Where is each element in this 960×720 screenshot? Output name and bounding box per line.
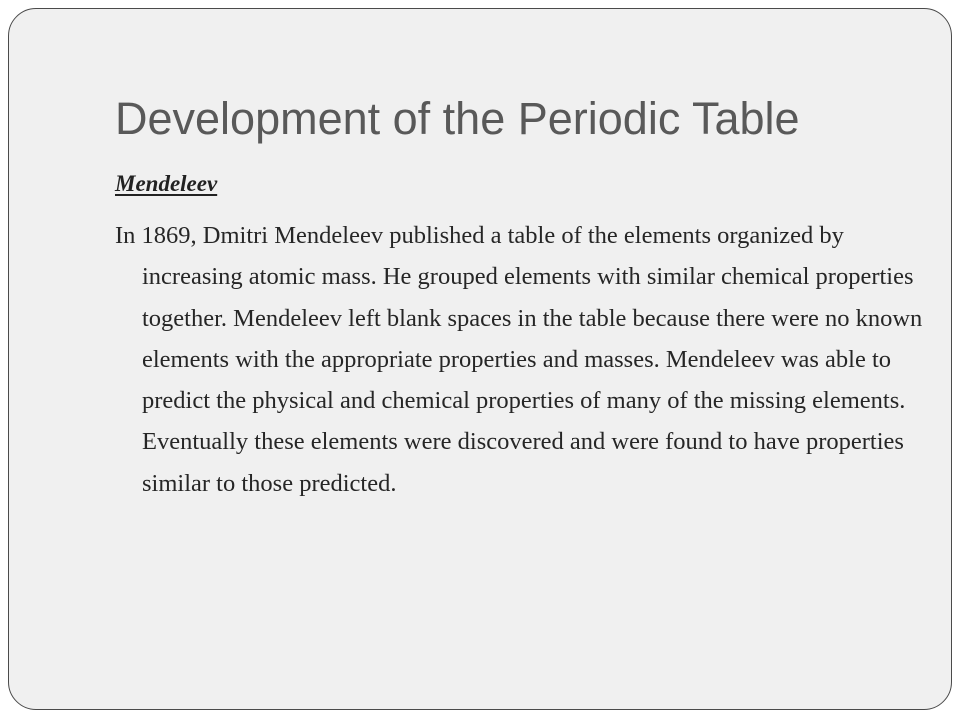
slide-frame bbox=[8, 8, 952, 710]
slide-title: Development of the Periodic Table bbox=[115, 93, 800, 144]
slide-body-text: In 1869, Dmitri Mendeleev published a table of the elements organized by increasing atomic mass. He grouped elements with similar chemical properties together. Mendeleev left blank spaces in the table because there were no known elements with the appropriate properties and masses. Mendeleev was able to predict the physical and chemical properties of many of the missing elements. Eventually these elements were discovered and were found to have properties similar to those predicted. bbox=[115, 222, 923, 497]
slide-subheading: Mendeleev bbox=[115, 171, 218, 196]
